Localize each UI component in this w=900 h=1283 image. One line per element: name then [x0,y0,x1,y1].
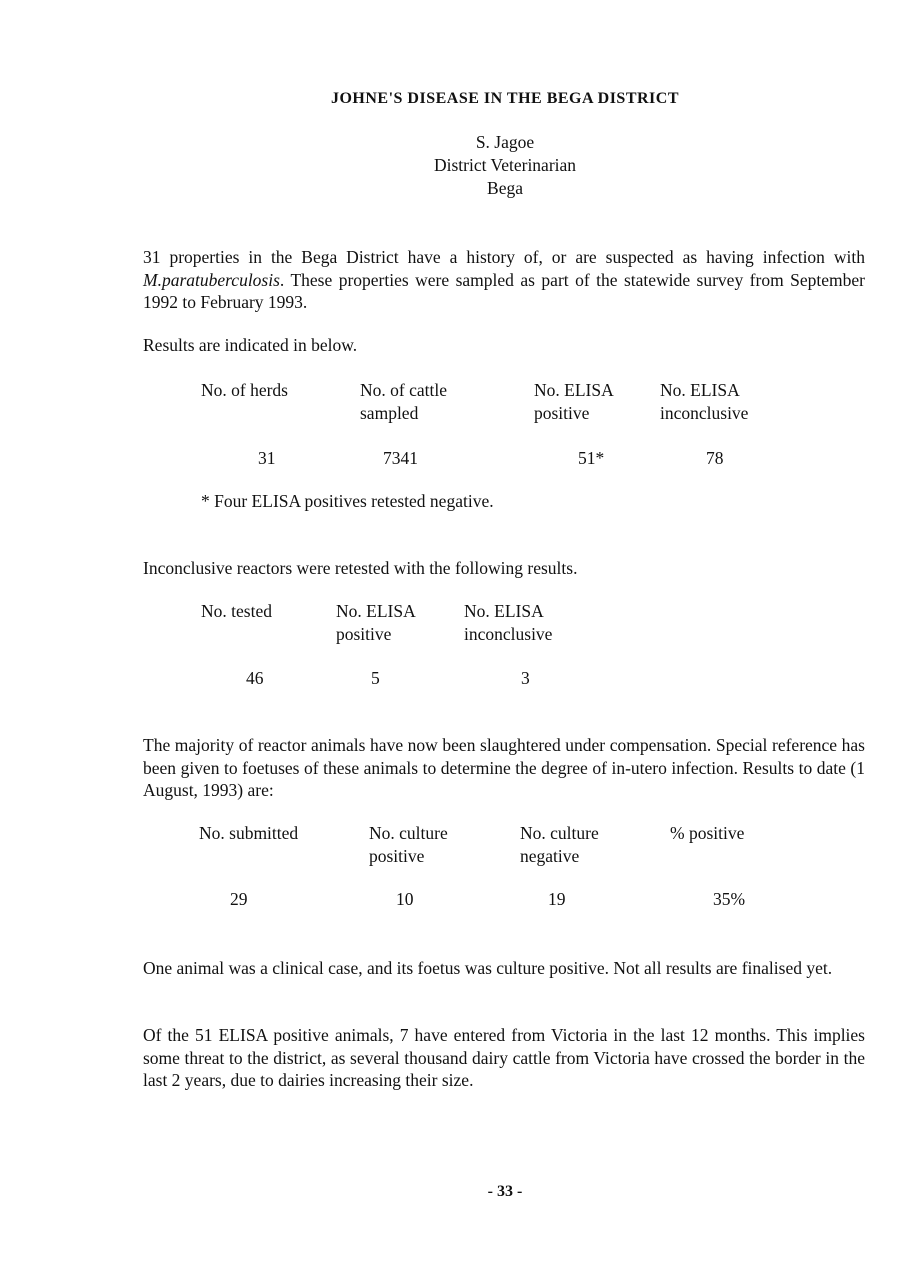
t3-header-culture-positive: No. culture positive [369,823,448,866]
victoria-paragraph: Of the 51 ELISA positive animals, 7 have entered from Victoria in the last 12 months. This implies some threat to the district, as several thousand dairy cattle from Victoria have crossed the border in the last 2 years, due to dairies increasing their size. [143,1025,865,1090]
t2-header-elisa-positive: No. ELISA positive [336,601,416,644]
t2-value-elisa-inconclusive: 3 [521,668,530,688]
author-role: District Veterinarian [433,155,577,175]
author-name: S. Jagoe [475,132,535,152]
t1-header-herds: No. of herds [201,380,288,400]
intro-text-b: . These properties were sampled as part of the statewide survey from September 1992 to February 1993. [143,269,865,312]
page-title: JOHNE'S DISEASE IN THE BEGA DISTRICT [330,90,680,107]
t1-header-cattle: No. of cattle sampled [360,380,447,423]
t1-header-elisa-positive: No. ELISA positive [534,380,614,423]
t1-value-cattle: 7341 [383,448,418,468]
t1-footnote: * Four ELISA positives retested negative. [201,491,494,511]
slaughter-paragraph: The majority of reactor animals have now been slaughtered under compensation. Special reference has been given to foetuses of these animals to determine the degree of in-utero infection. Results to date (1 August, 1993) are: [143,735,865,800]
page-number: - 33 - [487,1183,523,1200]
t2-value-tested: 46 [246,668,264,688]
t1-value-elisa-inconclusive: 78 [706,448,724,468]
organism-name: M.paratuberculosis [143,269,280,290]
clinical-paragraph: One animal was a clinical case, and its foetus was culture positive. Not all results are finalised yet. [143,958,833,978]
t3-value-culture-negative: 19 [548,889,566,909]
t3-header-culture-negative: No. culture negative [520,823,599,866]
t1-header-elisa-inconclusive: No. ELISA inconclusive [660,380,749,423]
t1-value-elisa-positive: 51* [578,448,605,468]
intro-paragraph [143,246,865,314]
t3-value-percent-positive: 35% [713,889,746,909]
t3-header-submitted: No. submitted [199,823,299,843]
t2-header-tested: No. tested [201,601,272,621]
t3-value-culture-positive: 10 [396,889,414,909]
t2-value-elisa-positive: 5 [371,668,380,688]
results-intro: Results are indicated in below. [143,335,358,355]
t3-value-submitted: 29 [230,889,248,909]
t1-value-herds: 31 [258,448,276,468]
t2-header-elisa-inconclusive: No. ELISA inconclusive [464,601,553,644]
retest-intro: Inconclusive reactors were retested with the following results. [143,558,578,578]
author-location: Bega [487,178,523,198]
t3-header-percent-positive: % positive [670,823,745,843]
intro-text-a: 31 properties in the Bega District have a history of, or are suspected as having infection with [143,247,865,267]
